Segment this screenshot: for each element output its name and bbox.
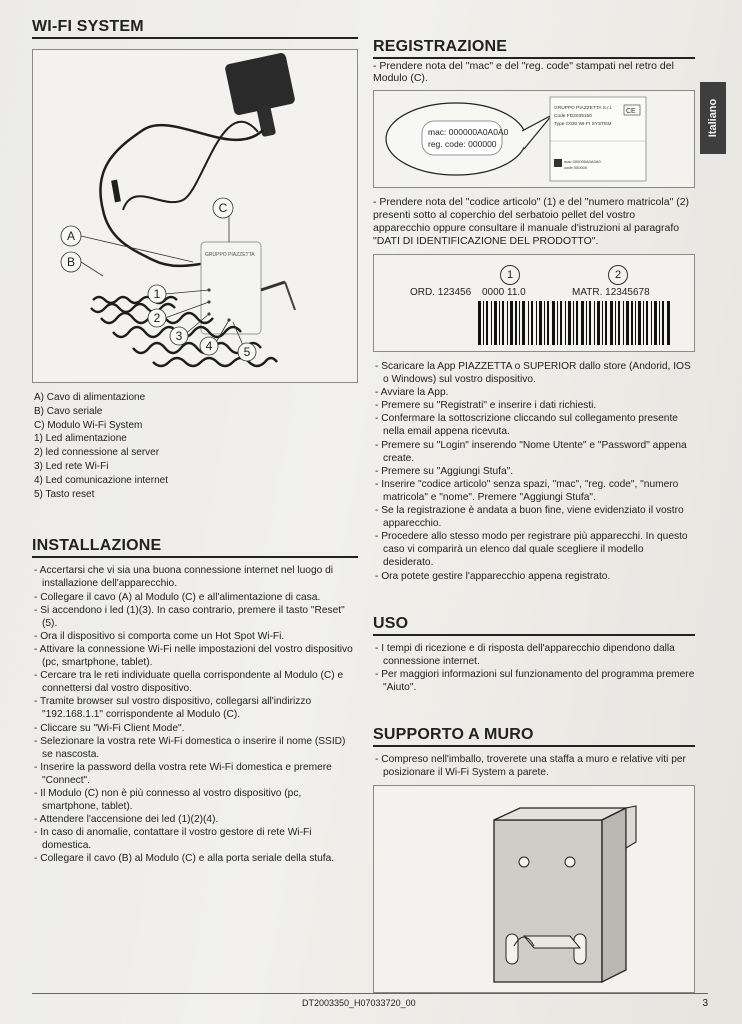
callout-3: 3 [175,329,183,343]
list-item: - Premere su "Registrati" e inserire i dati richiesti. [373,399,695,412]
list-item: - Ora il dispositivo si comporta come un Hot Spot Wi-Fi. [32,630,358,643]
list-item: - Il Modulo (C) non è più connesso al vostro dispositivo (pc, smartphone, tablet). [32,787,358,813]
list-item: - Inserire "codice articolo" senza spazi, "mac", "reg. code", "numero matricola" e "nome". Premere "Aggiungi Stufa". [373,478,695,504]
list-item: - Selezionare la vostra rete Wi-Fi domestica o inserire il nome (SSID) se nascosta. [32,735,358,761]
list-item: - Se la registrazione è andata a buon fine, viene evidenziato il vostro apparecchio. [373,504,695,530]
legend-item: A) Cavo di alimentazione [34,392,146,403]
legend-item: C) Modulo Wi-Fi System [34,419,143,431]
left-column [32,18,358,866]
figure-legend [32,391,358,501]
ce-mark: CE [626,108,636,115]
registrazione-title: REGISTRAZIONE [373,38,695,59]
list-item: - Compreso nell'imballo, troverete una staffa a muro e relative viti per posizionare il Wi-Fi System a parete. [373,753,695,779]
installazione-title: INSTALLAZIONE [32,537,358,558]
registrazione-note: - Prendere nota del "codice articolo" (1) e del "numero matricola" (2) presenti sotto al coperchio del serbatoio pellet del vostro apparecchio oppure consultare il manuale d'istruzioni al paragrafo "DATI DI IDENTIFICAZIONE DEL PRODOTTO". [373,196,690,247]
list-item: - Premere su "Login" inserendo "Nome Utente" e "Password" appena create. [373,439,695,465]
callout-1: 1 [153,287,161,301]
list-item: - Cercare tra le reti individuate quella corrispondente al Modulo (C) e connettersi dal vostro dispositivo. [32,669,358,695]
callout-a: A [66,229,76,243]
list-item: - Accertarsi che vi sia una buona connessione internet nel luogo di installazione dell'apparecchio. [32,564,358,590]
barcode-callout-2: 2 [608,265,628,285]
callout-5: 5 [243,345,251,359]
label-small-code: code 000000 [564,165,588,170]
barcode-figure [373,254,695,352]
label-type: Type C030 WI-FI SYSTEM [554,122,612,127]
list-item: - Confermare la sottoscrizione cliccando sul collegamento presente nella email appena ricevuta. [373,412,695,438]
list-item: - Per maggiori informazioni sul funzionamento del programma premere "Aiuto". [373,668,695,694]
list-item: - Si accendono i led (1)(3). In caso contrario, premere il tasto "Reset" (5). [32,604,358,630]
list-item: - Attivare la connessione Wi-Fi nelle impostazioni del vostro dispositivo (pc, smartphone, tablet). [32,643,358,669]
list-item: - I tempi di ricezione e di risposta dell'apparecchio dipendono dalla connessione internet. [373,642,695,668]
list-item: - Collegare il cavo (B) al Modulo (C) e alla porta seriale della stufa. [32,852,358,865]
list-item: - Ora potete gestire l'apparecchio appena registrato. [373,570,695,583]
matr-text: MATR. 12345678 [572,287,650,298]
document-code: DT2003350_H07033720_00 [302,998,416,1008]
wifi-module-illustration [33,50,357,380]
module-label-figure [373,90,695,188]
page-footer [32,993,708,1009]
list-item: - Collegare il cavo (A) al Modulo (C) e all'alimentazione di casa. [32,591,358,604]
uso-steps [373,642,695,694]
legend-item: 1) Led alimentazione [34,433,127,445]
mac-text: mac: 000000A0A0A0 [428,127,509,137]
legend-item: 3) Led rete Wi-Fi [34,460,109,472]
list-item: - Attendere l'accensione dei led (1)(2)(4). [32,813,358,826]
wall-bracket-figure [373,785,695,993]
label-company: GRUPPO PIAZZETTA S.r.l. [554,106,613,111]
barcode-image [478,301,674,345]
legend-item: B) Cavo seriale [34,405,103,417]
list-item: - In caso di anomalie, contattare il vostro gestore di rete Wi-Fi domestica. [32,826,358,852]
list-item: - Scaricare la App PIAZZETTA o SUPERIOR dallo store (Andorid, IOS o Windows) sul vostro dispositivo. [373,360,695,386]
language-tab-label: Italiano [707,98,719,138]
registrazione-intro: - Prendere nota del "mac" e del "reg. code" stampati nel retro del Modulo (C). [373,60,674,84]
legend-item: 2) led connessione al server [34,447,160,459]
legend-item: 5) Tasto reset [34,488,95,500]
list-item: - Tramite browser sul vostro dispositivo, collegarsi all'indirizzo "192.168.1.1" corrispondente al Modulo (C). [32,695,358,721]
wall-bracket-illustration [374,786,694,990]
legend-item: 4) Led comunicazione internet [34,474,168,486]
language-tab [700,82,726,154]
module-label-illustration [374,91,694,185]
label-small-mac: mac 000000A0A0A0 [564,159,601,164]
page-number: 3 [702,998,708,1009]
callout-2: 2 [153,311,161,325]
label-code: Code FD2035150 [554,114,592,119]
list-item: - Avviare la App. [373,386,695,399]
right-column [373,38,695,993]
callout-c: C [218,201,228,215]
callout-b: B [66,255,76,269]
wifi-system-title: WI-FI SYSTEM [32,18,358,39]
installazione-steps [32,564,358,865]
supporto-steps [373,753,695,779]
reg-code-text: reg. code: 000000 [428,139,497,149]
list-item: - Premere su "Aggiungi Stufa". [373,465,695,478]
wifi-system-figure [32,49,358,383]
supporto-title: SUPPORTO A MURO [373,726,695,747]
list-item: - Procedere allo stesso modo per registrare più apparecchi. In questo caso vi comparirà un elenco dal quale scegliere il modello desiderato. [373,530,695,569]
list-item: - Cliccare su "Wi-Fi Client Mode". [32,722,358,735]
uso-title: USO [373,615,695,636]
barcode-callout-1: 1 [500,265,520,285]
list-item: - Inserire la password della vostra rete Wi-Fi domestica e premere "Connect". [32,761,358,787]
device-brand-text: GRUPPO PIAZZETTA [205,252,255,258]
callout-4: 4 [205,339,213,353]
ord-text: ORD. 123456 [410,287,472,298]
registrazione-steps [373,360,695,583]
code-text: 0000 11.0 [482,287,526,298]
